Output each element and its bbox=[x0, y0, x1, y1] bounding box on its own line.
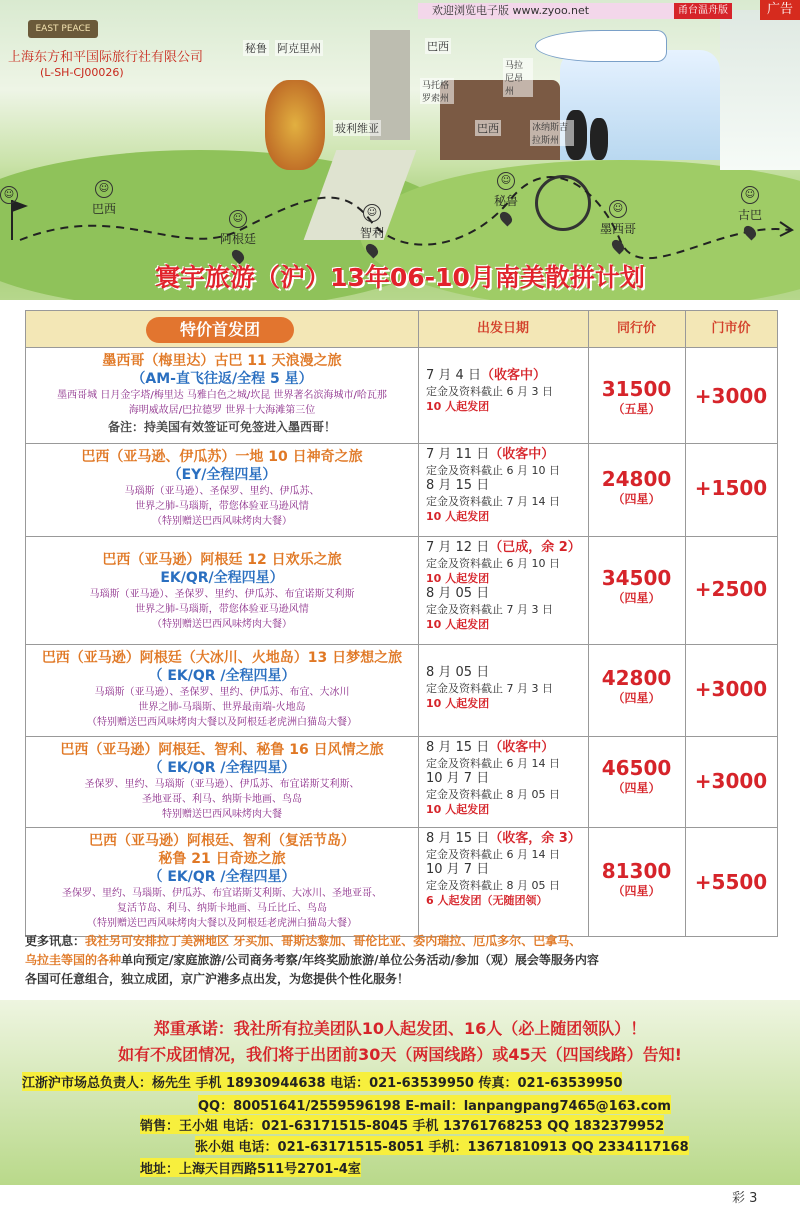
tour-sub: （AM-直飞往返/全程 5 星） bbox=[131, 371, 313, 387]
price-value: 34500 bbox=[601, 566, 672, 590]
hero-banner bbox=[0, 0, 800, 300]
route-stop-label: 阿根廷 bbox=[219, 232, 256, 246]
agency-logo-badge: EAST PEACE bbox=[28, 20, 98, 38]
header-dates: 出发日期 bbox=[476, 321, 529, 336]
tour-info bbox=[26, 649, 418, 730]
tour-note: 备注：持美国有效签证可免签进入墨西哥！ bbox=[107, 420, 336, 434]
date: 10 月 7 日 bbox=[426, 771, 490, 786]
footer bbox=[0, 1185, 800, 1207]
route-stop-label: 墨西哥 bbox=[599, 222, 636, 236]
tour-dates bbox=[426, 540, 584, 632]
ad-tag: 广告 bbox=[760, 0, 800, 20]
tour-desc: （特别赠送巴西风味烤肉大餐） bbox=[152, 619, 292, 630]
date: 7 月 4 日 bbox=[426, 368, 481, 383]
tour-dates bbox=[426, 368, 584, 414]
tour-sub: （ EK/QR /全程四星） bbox=[148, 668, 296, 684]
date-status: （收客，余 3） bbox=[489, 831, 581, 846]
price-value: 46500 bbox=[601, 756, 672, 780]
edition-tag: 甬台温舟版 bbox=[674, 3, 732, 19]
footer-url[interactable] bbox=[418, 3, 732, 19]
tour-name: 巴西（亚马逊）阿根廷（大冰川、火地岛）13 日梦想之旅 bbox=[41, 650, 403, 666]
route-stop bbox=[88, 180, 120, 217]
more-info-text: 乌拉圭等国的各种 bbox=[25, 953, 122, 967]
min-group: 10 人起发团 bbox=[426, 400, 490, 413]
tour-desc: 世界之肺-马瑙斯、世界最南端-火地岛 bbox=[138, 702, 306, 713]
agent-price bbox=[588, 757, 685, 797]
smiley-icon: ☺ bbox=[497, 172, 515, 190]
smiley-icon: ☺ bbox=[363, 204, 381, 222]
table-row bbox=[26, 537, 777, 645]
agent-price bbox=[588, 378, 685, 418]
airplane-image bbox=[535, 30, 667, 62]
carnival-dancer-image bbox=[265, 80, 325, 170]
table-row bbox=[26, 444, 777, 537]
deposit-deadline: 定金及资料截止 6 月 14 日 bbox=[426, 757, 560, 770]
contact-line: 张小姐 电话：021-63171515-8051 手机：13671810913 QQ 2334117168 bbox=[195, 1136, 689, 1155]
date-status: （已成，余 2） bbox=[489, 540, 581, 555]
route-stop bbox=[356, 204, 388, 257]
contact-line: 地址：上海天目西路511号2701-4室 bbox=[140, 1158, 361, 1177]
smiley-icon: ☺ bbox=[0, 186, 18, 204]
deposit-deadline: 定金及资料截止 6 月 3 日 bbox=[426, 385, 553, 398]
route-stop bbox=[218, 210, 258, 263]
table-header bbox=[26, 311, 777, 348]
promise-line: 如有不成团情况，我们将于出团前30天（两国线路）或45天（四国线路）告知! bbox=[118, 1045, 682, 1064]
route-stop-label: 古巴 bbox=[737, 208, 762, 222]
star-rating: （四星） bbox=[612, 492, 661, 506]
tour-dates bbox=[426, 740, 584, 817]
route-stop-label: 秘鲁 bbox=[493, 194, 518, 208]
deposit-deadline: 定金及资料截止 7 月 14 日 bbox=[426, 495, 560, 508]
header-retail: 门市价 bbox=[711, 321, 751, 336]
star-rating: （四星） bbox=[612, 591, 661, 605]
more-info-text: 各国可任意组合，独立成团，京广沪港多点出发，为您提供个性化服务！ bbox=[25, 972, 410, 986]
agent-price bbox=[588, 667, 685, 707]
route-stop bbox=[598, 200, 638, 253]
header-price: 同行价 bbox=[616, 321, 656, 336]
star-rating: （五星） bbox=[612, 402, 661, 416]
tour-desc: 特别赠送巴西风味烤肉大餐 bbox=[162, 809, 282, 820]
map-pin-icon bbox=[498, 210, 515, 227]
table-row bbox=[26, 348, 777, 444]
tour-info bbox=[26, 352, 418, 435]
price-value: 81300 bbox=[601, 859, 672, 883]
tour-desc: 海明威故居/巴拉德罗 世界十大海滩第三位 bbox=[128, 405, 316, 416]
tour-desc: 圣地亚哥、利马、纳斯卡地画、鸟岛 bbox=[142, 794, 302, 805]
map-label: 冰纳斯吉拉斯州 bbox=[530, 120, 574, 146]
agent-price bbox=[588, 860, 685, 900]
promise-line: 郑重承诺：我社所有拉美团队10人起发团、16人（必上随团领队）！ bbox=[153, 1019, 647, 1038]
map-label: 马拉尼昂州 bbox=[503, 58, 533, 97]
footer-url-text: 欢迎浏览电子版 www.zyoo.net bbox=[432, 4, 590, 17]
min-group: 10 人起发团 bbox=[426, 803, 490, 816]
min-group: 10 人起发团 bbox=[426, 697, 490, 710]
min-group: 10 人起发团 bbox=[426, 618, 490, 631]
start-flag-face bbox=[0, 186, 18, 206]
route-stop-label: 智利 bbox=[359, 226, 384, 240]
tour-desc: （特别赠送巴西风味烤肉大餐） bbox=[152, 516, 292, 527]
deposit-deadline: 定金及资料截止 6 月 14 日 bbox=[426, 848, 560, 861]
tour-sub: （ EK/QR /全程四星） bbox=[148, 869, 296, 885]
tour-name: 巴西（亚马逊）阿根廷 12 日欢乐之旅 bbox=[102, 552, 342, 568]
map-label: 马托格罗索州 bbox=[420, 78, 454, 104]
retail-price: +3000 bbox=[694, 769, 768, 793]
tour-name: 巴西（亚马逊、伊瓜苏）一地 10 日神奇之旅 bbox=[81, 449, 363, 465]
smiley-icon: ☺ bbox=[95, 180, 113, 198]
date: 8 月 15 日 bbox=[426, 478, 490, 493]
date-status: （收客中） bbox=[489, 740, 555, 755]
tour-dates bbox=[426, 831, 584, 908]
tour-desc: 马瑙斯（亚马逊）、圣保罗、里约、伊瓜苏、布宜、大冰川 bbox=[94, 687, 350, 698]
table-row bbox=[26, 645, 777, 737]
tour-dates bbox=[426, 665, 584, 711]
tour-desc: 马瑙斯（亚马逊）、圣保罗、里约、伊瓜苏、 bbox=[124, 486, 320, 497]
min-group: 10 人起发团 bbox=[426, 572, 490, 585]
tour-sub: （EY/全程四星） bbox=[167, 467, 277, 483]
min-group: 6 人起发团（无随团领） bbox=[426, 894, 548, 907]
more-info-label: 更多讯息： bbox=[25, 934, 86, 948]
agency-license: (L-SH-CJ00026) bbox=[40, 66, 124, 79]
more-info-text: 单向预定/家庭旅游/公司商务考察/年终奖励旅游/单位公务活动/参加（观）展会等服务内容 bbox=[121, 953, 599, 967]
map-label: 阿克里州 bbox=[277, 42, 321, 55]
tour-info bbox=[26, 551, 418, 632]
tour-info bbox=[26, 448, 418, 529]
retail-price: +1500 bbox=[694, 476, 768, 500]
tour-name: 巴西（亚马逊）阿根廷、智利（复活节岛） bbox=[89, 833, 355, 849]
tour-info bbox=[26, 832, 418, 931]
map-pin-icon bbox=[742, 224, 759, 241]
retail-price: +3000 bbox=[694, 677, 768, 701]
price-value: 31500 bbox=[601, 377, 672, 401]
tour-desc: 复活节岛、利马、纳斯卡地画、马丘比丘、鸟岛 bbox=[117, 903, 327, 914]
date: 10 月 7 日 bbox=[426, 862, 490, 877]
retail-price: +3000 bbox=[694, 384, 768, 408]
map-pin-icon bbox=[364, 242, 381, 259]
deposit-deadline: 定金及资料截止 7 月 3 日 bbox=[426, 682, 553, 695]
date: 8 月 15 日 bbox=[426, 831, 490, 846]
contact-line: 江浙沪市场总负责人：杨先生 手机 18930944638 电话：021-63539950 传真：021-63539950 bbox=[22, 1072, 622, 1091]
map-label: 秘鲁 bbox=[245, 42, 267, 55]
more-info bbox=[25, 932, 765, 989]
tour-desc: 世界之肺-马瑙斯，带您体验亚马逊风情 bbox=[135, 501, 309, 512]
tour-desc: 圣保罗、里约、马瑙斯、伊瓜苏、布宜诺斯艾利斯、大冰川、圣地亚哥、 bbox=[62, 888, 382, 899]
contact-line: 销售：王小姐 电话：021-63171515-8045 手机 13761768253 QQ 1832379952 bbox=[140, 1115, 664, 1134]
price-value: 24800 bbox=[601, 467, 672, 491]
date: 8 月 05 日 bbox=[426, 586, 490, 601]
tour-name: 墨西哥（梅里达）古巴 11 天浪漫之旅 bbox=[102, 353, 342, 369]
penguin-image-2 bbox=[590, 118, 608, 160]
tour-desc: （特别赠送巴西风味烤肉大餐以及阿根廷老虎洲白猫岛大餐） bbox=[87, 717, 357, 728]
route-path bbox=[0, 160, 800, 260]
retail-price: +5500 bbox=[694, 870, 768, 894]
tour-info bbox=[26, 741, 418, 822]
contact-line: QQ：80051641/2559596198 E-mail：lanpangpang7465@163.com bbox=[198, 1095, 671, 1114]
route-stop bbox=[732, 186, 768, 239]
tour-desc: 马瑙斯（亚马逊）、圣保罗、里约、伊瓜苏、布宜诺斯艾利斯 bbox=[89, 589, 355, 600]
table-row bbox=[26, 828, 777, 936]
tour-table bbox=[25, 310, 778, 937]
map-label: 巴西 bbox=[427, 40, 449, 53]
tour-desc: 世界之肺-马瑙斯，带您体验亚马逊风情 bbox=[135, 604, 309, 615]
tour-name: 巴西（亚马逊）阿根廷、智利、秘鲁 16 日风情之旅 bbox=[60, 742, 384, 758]
star-rating: （四星） bbox=[612, 884, 661, 898]
tour-sub: （ EK/QR /全程四星） bbox=[148, 760, 296, 776]
agent-price bbox=[588, 468, 685, 508]
smiley-icon: ☺ bbox=[229, 210, 247, 228]
date-status: （收客中） bbox=[480, 368, 546, 383]
map-label: 玻利维亚 bbox=[335, 122, 379, 135]
map-label: 巴西 bbox=[477, 122, 499, 135]
page-number: 彩 3 bbox=[732, 1191, 758, 1206]
page-title: 寰宇旅游（沪）13年06-10月南美散拼计划 bbox=[155, 263, 645, 292]
waterfall-image bbox=[720, 10, 800, 170]
agency-name: 上海东方和平国际旅行社有限公司 bbox=[8, 50, 204, 65]
promo-badge: 特价首发团 bbox=[146, 317, 294, 343]
price-value: 42800 bbox=[601, 666, 672, 690]
smiley-icon: ☺ bbox=[609, 200, 627, 218]
date: 8 月 05 日 bbox=[426, 665, 490, 680]
route-stop bbox=[490, 172, 522, 225]
date: 7 月 11 日 bbox=[426, 447, 490, 462]
deposit-deadline: 定金及资料截止 7 月 3 日 bbox=[426, 603, 553, 616]
tour-name-2: 秘鲁 21 日奇迹之旅 bbox=[158, 851, 286, 867]
tour-sub: EK/QR/全程四星） bbox=[160, 570, 284, 586]
more-info-text: 我社另可安排拉丁美洲地区 牙买加、哥斯达黎加、哥伦比亚、委内瑞拉、厄瓜多尔、巴拿马、 bbox=[85, 934, 582, 948]
smiley-icon: ☺ bbox=[741, 186, 759, 204]
tour-desc: 墨西哥城 日月金字塔/梅里达 马雅白色之城/坎昆 世界著名滨海城市/哈瓦那 bbox=[57, 390, 387, 401]
agent-price bbox=[588, 567, 685, 607]
retail-price: +2500 bbox=[694, 577, 768, 601]
star-rating: （四星） bbox=[612, 691, 661, 705]
min-group: 10 人起发团 bbox=[426, 510, 490, 523]
tour-dates bbox=[426, 447, 584, 524]
tour-desc: （特别赠送巴西风味烤肉大餐以及阿根廷老虎洲白猫岛大餐） bbox=[87, 918, 357, 929]
deposit-deadline: 定金及资料截止 8 月 05 日 bbox=[426, 879, 560, 892]
table-row bbox=[26, 737, 777, 828]
date: 7 月 12 日 bbox=[426, 540, 490, 555]
deposit-deadline: 定金及资料截止 6 月 10 日 bbox=[426, 464, 560, 477]
route-stop-label: 巴西 bbox=[91, 202, 116, 216]
date-status: （收客中） bbox=[489, 447, 555, 462]
deposit-deadline: 定金及资料截止 8 月 05 日 bbox=[426, 788, 560, 801]
star-rating: （四星） bbox=[612, 781, 661, 795]
deposit-deadline: 定金及资料截止 6 月 10 日 bbox=[426, 557, 560, 570]
date: 8 月 15 日 bbox=[426, 740, 490, 755]
map-pin-icon bbox=[610, 238, 627, 255]
tour-desc: 圣保罗、里约、马瑙斯（亚马逊）、伊瓜苏、布宜诺斯艾利斯、 bbox=[84, 779, 360, 790]
